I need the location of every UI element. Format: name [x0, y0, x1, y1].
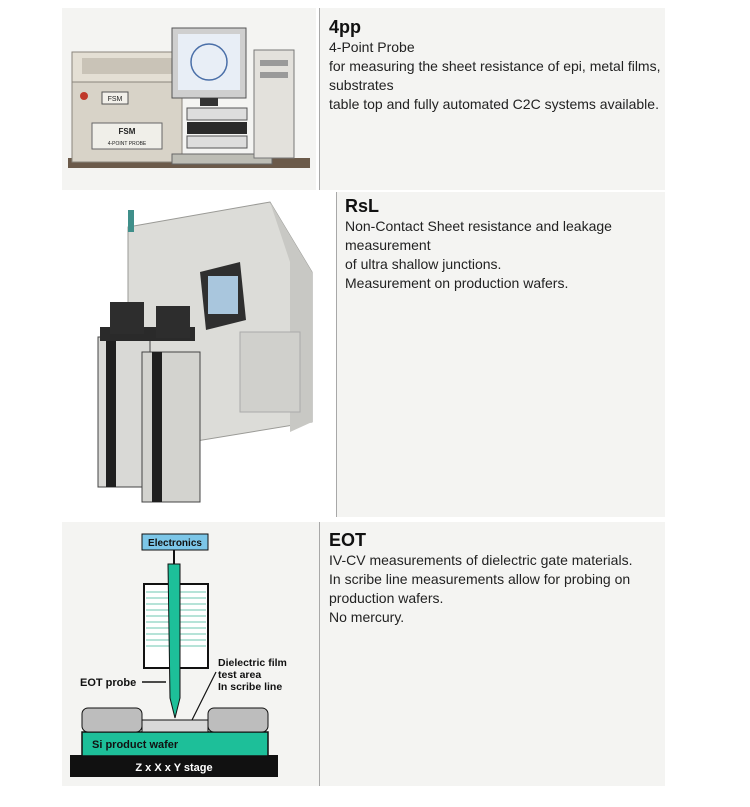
section-title-eot: EOT [329, 530, 367, 550]
film-label-line2: test area [218, 669, 262, 681]
section-line: 4-Point Probe [329, 39, 415, 55]
section-line: Measurement on production wafers. [345, 275, 569, 291]
section-line: table top and fully automated C2C systems available. [329, 96, 659, 112]
stage-label: Z x X x Y stage [135, 762, 213, 774]
section-line: of ultra shallow junctions. [345, 256, 502, 272]
section-line: Non-Contact Sheet resistance and leakage measurement [345, 218, 612, 253]
four-point-probe-caption: 4-POINT PROBE [107, 141, 147, 147]
probe-label: EOT probe [80, 677, 137, 689]
section-eot [329, 530, 663, 627]
section-title-4pp: 4pp [329, 17, 362, 37]
section-title-rsl: RsL [345, 196, 380, 216]
electronics-label: Electronics [148, 538, 202, 549]
rsl-tool-photo [90, 192, 336, 517]
divider-4pp [319, 8, 320, 190]
film-label-line1: Dielectric film [218, 657, 287, 669]
section-line: IV-CV measurements of dielectric gate materials. [329, 552, 633, 568]
section-line: No mercury. [329, 609, 405, 625]
section-4pp [329, 17, 663, 114]
fsm-logo-bottom: FSM [118, 127, 136, 136]
wafer-label: Si product wafer [92, 739, 179, 751]
eot-diagram [62, 522, 320, 786]
section-line: In scribe line measurements allow for probing on production wafers. [329, 571, 631, 606]
four-point-probe-photo [62, 8, 316, 190]
divider-rsl [336, 192, 337, 517]
film-label-line3: In scribe line [218, 681, 283, 693]
section-rsl [345, 196, 663, 293]
section-line: for measuring the sheet resistance of epi, metal films, substrates [329, 58, 661, 93]
fsm-logo-top: FSM [107, 96, 123, 103]
